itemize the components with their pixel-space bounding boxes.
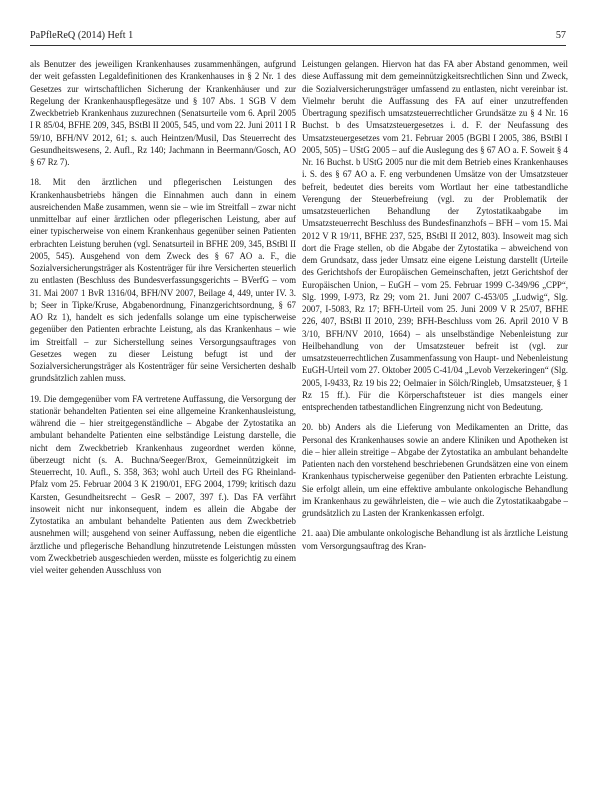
paragraph: Leistungen gelangen. Hiervon hat das FA aber Abstand genommen, weil diese Auffassung mit dem gemeinnützigkeitsrechtlichen Sinn und Zweck, die Sozialversicherungsträger umfassend zu entlasten, nicht vereinbar ist. Vielmehr beruht die Auffassung des FA auf einer unzutreffenden Übertragung spezifisch umsatzsteuerrechtlicher Grundsätze zu § 4 Nr. 16 Buchst. b des Umsatzsteuergesetzes i. d. F. der Neufassung des Umsatzsteuergesetzes vom 21. Februar 2005 (BGBl I 2005, 386, BStBl I 2005, 505) – UStG 2005 – auf die Auslegung des § 67 AO a. F. Soweit § 4 Nr. 16 Buchst. b UStG 2005 nur die mit dem Betrieb eines Krankenhauses i. S. des § 67 AO a. F. eng verbundenen Umsätze von der Umsatzsteuer befreit, bedeutet dies bereits vom Wortlaut her eine tatbestandliche Verengung der Steuerbefreiung (vgl. zu der Problematik der umsatzsteuerlichen Behandlung der Zytostatikaabgabe im Umsatzsteuerrecht Beschluss des Bundesfinanzhofs – BFH – vom 15. Mai 2012 V R 19/11, BFHE 237, 525, BStBl II 2012, 803). Insoweit mag sich dort die Frage stellen, ob die Abgabe der Zytostatika – abweichend von dem Grundsatz, dass jeder Umsatz eine eigene Leistung darstellt (Urteile des Gerichtshofs der Europäischen Gemeinschaften, jetzt Gerichtshof der Europäischen Union, – EuGH – vom 25. Februar 1999 C-349/96 „CPP“, Slg. 1999, I-973, Rz 29; vom 21. Juni 2007 C-453/05 „Ludwig“, Slg. 2007, I-5083, Rz 17; BFH-Urteil vom 25. Juni 2009 V R 25/07, BFHE 226, 407, BStBl II 2010, 239; BFH-Beschluss vom 26. April 2010 V B 3/10, BFH/NV 2010, 1664) – als unselbständige Nebenleistung zur Heilbehandlung von der Umsatzsteuer befreit ist (vgl. zur umsatzsteuerrechtlichen Zusammenfassung von Haupt- und Nebenleistung EuGH-Urteil vom 27. Oktober 2005 C-41/04 „Levob Verzekeringen“ (Slg. 2005, I-9433, Rz 19 bis 22; Oelmaier in Sölch/Ringleb, Umsatzsteuer, § 1 Rz 15 ff.). Für die Körperschaftsteuer ist dies mangels einer entsprechenden tatbestandlichen Eingrenzung nicht von Bedeutung.	[302, 59, 568, 412]
paragraph: 18. Mit den ärztlichen und pflegerischen Leistungen des Krankenhausbetriebs hängen die Einnahmen auch dann in einem ausreichenden Maße zusammen, wenn sie – wie im Streitfall – zwar nicht unmittelbar auf einer ärztlichen oder pflegerischen Leistung, aber auf einer typischerweise von einem Krankenhaus gegenüber seinen Patienten erbrachten Leistung beruhen (vgl. Senatsurteil in BFHE 209, 345, BStBl II 2005, 545). Ausgehend von dem Zweck des § 67 AO a. F., die Sozialversicherungsträger als Kostenträger für ihre Versicherten steuerlich zu entlasten (Beschluss des Bundesverfassungsgerichts – BVerfG – vom 31. Mai 2007 1 BvR 1316/04, BFH/NV 2007, Beilage 4, 449, unter IV. 3. b; Seer in Tipke/Kruse, Abgabenordnung, Finanzgerichtsordnung, § 67 AO Rz 1), handelt es sich jedenfalls solange um eine typischerweise gegenüber den Patienten erbrachte Leistung, als das Krankenhaus – wie im Streitfall – zur Sicherstellung seines Versorgungsauftrages von Gesetzes wegen zu dieser Leistung befugt ist und der Sozialversicherungsträger als Kostenträger für seine Versicherten deshalb grundsätzlich zahlen muss.	[30, 177, 296, 384]
paragraph: 20. bb) Anders als die Lieferung von Medikamenten an Dritte, das Personal des Krankenhauses sowie an andere Kliniken und Apotheken ist die – hier allein streitige – Abgabe der Zytostatika an ambulant behandelte Patienten nach den vorstehend beschriebenen Grundsätzen eine von einem Krankenhaus typischerweise gegenüber den Patienten erbrachte Leistung. Sie erfolgt allein, um eine effektive ambulante onkologische Behandlung im Krankenhaus zu gewährleisten, die – wie auch die Zytostatikaabgabe – grundsätzlich zu Lasten der Krankenkassen erfolgt.	[302, 422, 568, 518]
left-column	[30, 58, 296, 584]
paragraph: 19. Die demgegenüber vom FA vertretene Auffassung, die Versorgung der stationär behandelten Patienten sei eine allgemeine Krankenhausleistung, während die – hier streitgegenständliche – Abgabe der Zytostatika an ambulant behandelte Patienten eine selbständige Leistung darstelle, die nicht dem Zweckbetrieb Krankenhaus zugeordnet werden könne, überzeugt nicht (s. A. Buchna/Seeger/Brox, Gemeinnützigkeit im Steuerrecht, 10. Aufl., S. 358, 363; wohl auch Urteil des FG Rheinland-Pfalz vom 25. Februar 2004 3 K 2190/01, EFG 2004, 1799; kritisch dazu Karsten, Gesundheitsrecht – GesR – 2007, 397 f.). Das FA verfährt insoweit nicht nur inkonsequent, indem es allein die Abgabe der Zytostatika an ambulant behandelte Patienten aus dem Zweckbetrieb ausnehmen will; ausgehend von seiner Auffassung, neben die eigentliche ärztliche und pflegerische Behandlung hinzutretende Leistungen müssten vom Zweckbetrieb ausgeschieden werden, müsste es folgerichtig zu einem viel weiter gehenden Ausschluss von	[30, 393, 296, 575]
page-number: 57	[555, 30, 566, 41]
paragraph: als Benutzer des jeweiligen Krankenhauses zusammenhängen, aufgrund der weit gefassten Legaldefinitionen des Krankenhauses in § 2 Nr. 1 des Gesetzes zur wirtschaftlichen Sicherung der Krankenhäuser und zur Regelung der Krankenhauspflegesätze und § 107 Abs. 1 SGB V dem Zweckbetrieb Krankenhaus zuzurechnen (Senatsurteile vom 6. April 2005 I R 85/04, BFHE 209, 345, BStBl II 2005, 545, und vom 22. Juni 2011 I R 59/10, BFH/NV 2012, 61; s. auch Heintzen/Musil, Das Steuerrecht des Gesundheitswesens, 2. Aufl., Rz 140; Jachmann in Beermann/Gosch, AO § 67 Rz 7).	[30, 59, 296, 167]
running-header-journal: PaPfleReQ (2014) Heft 1	[30, 30, 134, 41]
paragraph: 21. aaa) Die ambulante onkologische Behandlung ist als ärztliche Leistung vom Versorgungsauftrag des Kran-	[302, 528, 568, 551]
header-rule	[30, 45, 566, 46]
right-column	[302, 58, 568, 560]
